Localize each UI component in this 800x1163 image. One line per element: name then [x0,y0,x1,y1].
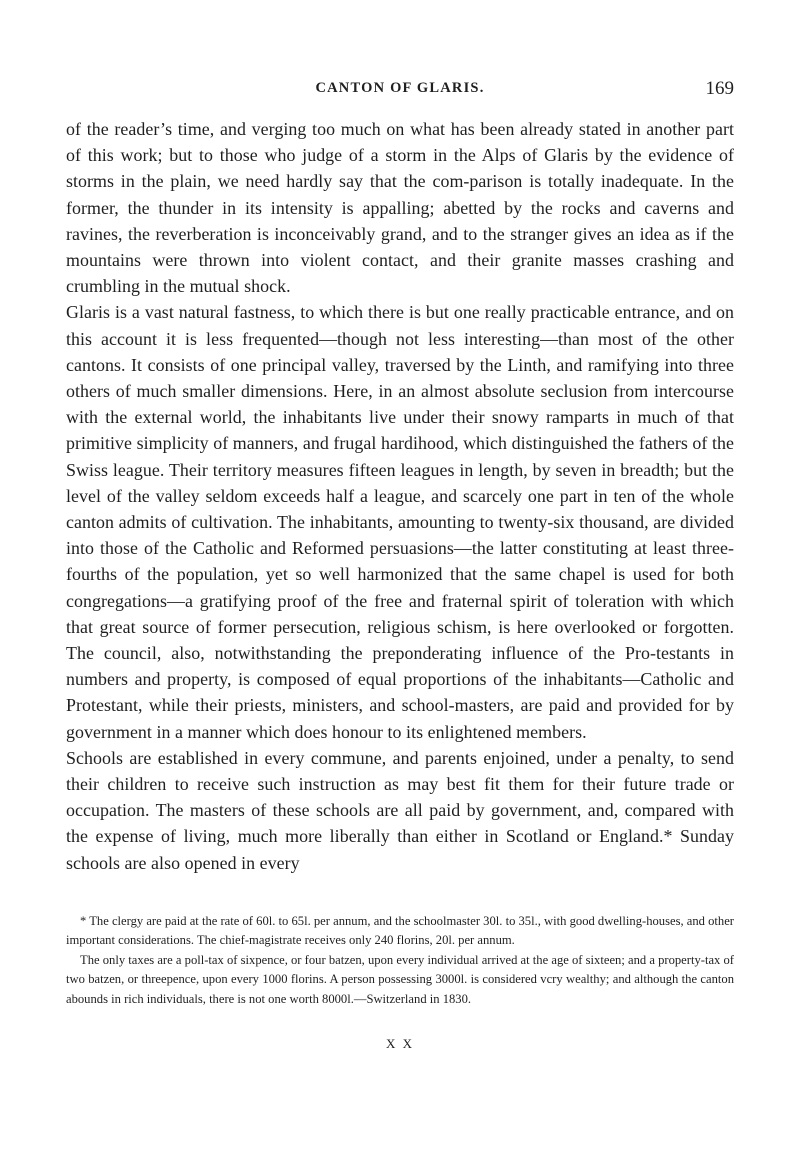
footnote-taxes: The only taxes are a poll-tax of sixpence, or four batzen, upon every individual arrived at the age of sixteen; and a property-tax of two batzen, or threepence, upon every 1000 florins. A person possessing 3000l. is considered vcry wealthy; and although the canton abounds in rich individuals, there is not one worth 8000l.—Switzerland in 1830. [66,952,734,1006]
running-title: CANTON OF GLARIS. [315,80,485,96]
footnotes [66,912,734,1009]
page-number: 169 [705,78,734,99]
paragraph-storm: of the reader’s time, and verging too much on what has been already stated in another part of this work; but to those who judge of a storm in the Alps of Glaris by the evidence of storms in the plain, we need hardly say that the com-parison is totally inadequate. In the former, the thunder in its intensity is appalling; abetted by the rocks and caverns and ravines, the reverberation is inconceivably grand, and to the stranger gives an idea as if the mountains were thrown into violent contact, and their granite masses crashing and crumbling in the mutual shock. [66,119,734,297]
paragraph-schools: Schools are established in every commune, and parents enjoined, under a penalty, to send their children to receive such instruction as may best fit them for their future trade or occupation. The masters of these schools are all paid by government, and, compared with the expense of living, much more liberally than either in Scotland or England.* Sunday schools are also opened in every [66,747,734,873]
body-text [66,116,734,876]
footnote-clergy: * The clergy are paid at the rate of 60l. to 65l. per annum, and the schoolmaster 30l. to 35l., with good dwelling-houses, and other important considerations. The chief-magistrate receives only 240 florins, 20l. per annum. [66,914,734,948]
paragraph-glaris: Glaris is a vast natural fastness, to which there is but one really practicable entrance, and on this account it is less frequented—though not less interesting—than most of the other cantons. It consists of one principal valley, traversed by the Linth, and ramifying into three others of much smaller dimensions. Here, in an almost absolute seclusion from intercourse with the external world, the inhabitants live under their snowy ramparts in much of that primitive simplicity of manners, and frugal hardihood, which distinguished the fathers of the Swiss league. Their territory measures fifteen leagues in length, by seven in breadth; but the level of the valley seldom exceeds half a league, and scarcely one part in ten of the whole canton admits of cultivation. The inhabitants, amounting to twenty-six thousand, are divided into those of the Catholic and Reformed persuasions—the latter constituting at least three-fourths of the population, yet so well harmonized that the same chapel is used for both congregations—a gratifying proof of the free and fraternal spirit of toleration with which that great source of former persecution, religious schism, is here overlooked or forgotten. The council, also, notwithstanding the preponderating influence of the Pro-testants in numbers and property, is composed of equal proportions of the inhabitants—Catholic and Protestant, while their priests, ministers, and school-masters, are paid and provided for by government in a manner which does honour to its enlightened members. [66,302,734,742]
running-head [66,78,734,100]
signature-mark: X X [385,1036,415,1051]
